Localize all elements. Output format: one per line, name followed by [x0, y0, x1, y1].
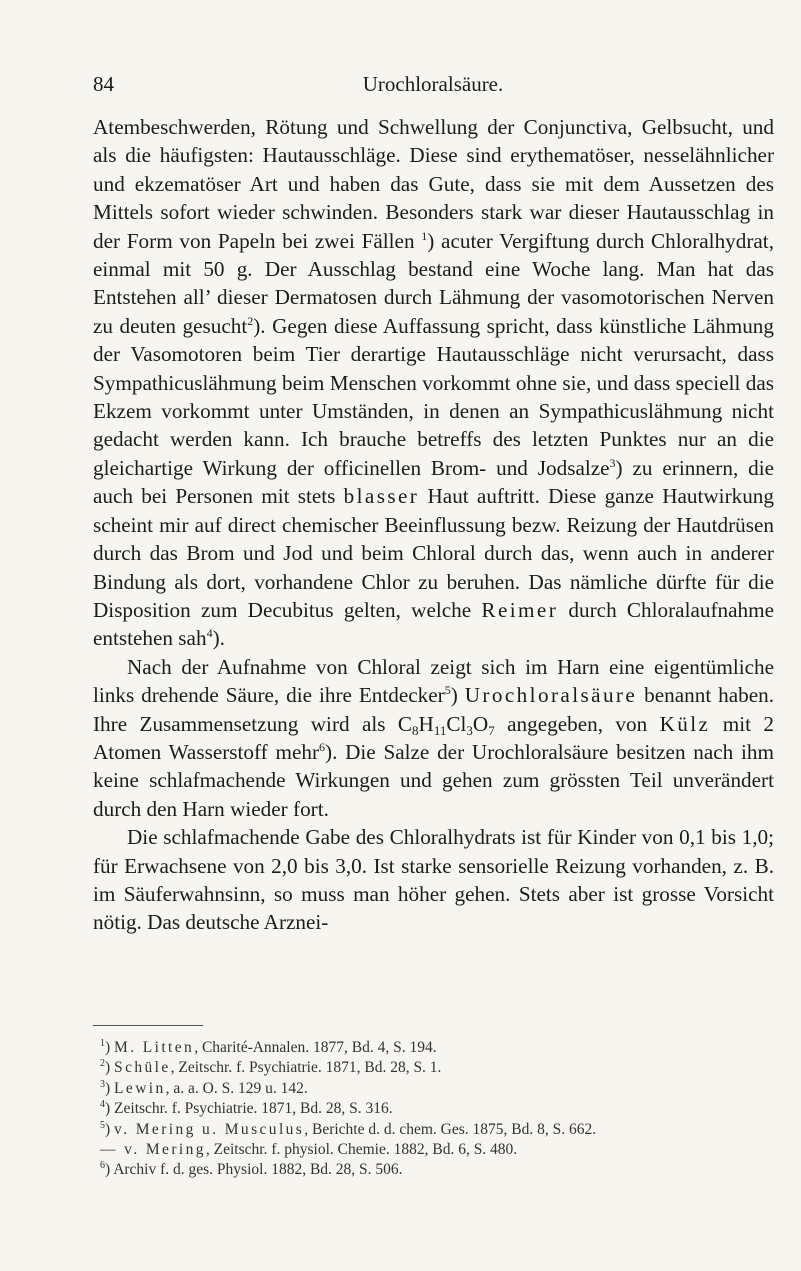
text-run: ). Die Salze der Urochloralsäure besitzen nach ihm keine schlafmachende Wirkungen und gehen zum grössten Teil unverändert durch den Harn wieder fort. — [93, 739, 774, 821]
text-run: ). — [212, 626, 225, 651]
footnote-ref: 3 — [609, 455, 616, 470]
footnote-author: Schüle — [114, 1059, 171, 1077]
footnote-mark: 1 — [100, 1038, 105, 1049]
footnote-author: M. Litten — [114, 1039, 195, 1056]
footnote-text: , Charité-Annalen. 1877, Bd. 4, S. 194. — [194, 1039, 437, 1056]
paragraph — [93, 113, 774, 653]
footnote-ref: 6 — [319, 739, 326, 754]
spaced-author-name: Reimer — [481, 597, 559, 622]
footnote-author: — v. Mering — [100, 1141, 206, 1159]
running-title: Urochloralsäure. — [362, 72, 504, 96]
text-run: ) acuter Vergiftung durch Chloralhydrat, einmal mit 50 g. Der Ausschlag bestand eine Woche lang. Man hat das Entstehen all’ dieser Dermatosen durch Lähmung der vasomotorischen Nerven zu deuten gesucht — [93, 228, 774, 338]
footnote-text: Archiv f. d. ges. Physiol. 1882, Bd. 28, S. 506. — [113, 1161, 403, 1179]
footnotes — [100, 1038, 780, 1181]
formula-subscript: 11 — [433, 722, 447, 738]
footnote: $^6$) Archiv f. d. ges. Physiol. 1882, Bd. 28, S. 506. — [100, 1160, 403, 1179]
page-number: 84 — [93, 72, 114, 96]
spaced-emphasis: Urochloralsäure — [464, 683, 638, 708]
footnote-author: v. Mering u. Musculus — [114, 1120, 305, 1138]
spaced-author-name: Külz — [659, 711, 711, 736]
text-run: O — [472, 711, 489, 736]
text-run: benannt haben. Ihre Zusammensetzung wird als C — [93, 683, 775, 736]
text-run: ) zu erinnern, die auch bei Personen mit stets — [93, 455, 774, 509]
text-run: H — [418, 711, 434, 736]
text-run: Nach der Aufnahme von Chloral zeigt sich im Harn eine eigentümliche links drehende Säure, die ihre Entdecker — [93, 654, 774, 708]
footnote-divider — [93, 1025, 203, 1026]
main-text — [93, 113, 774, 937]
spaced-emphasis: blasser — [343, 484, 420, 509]
footnote-text: Zeitschr. f. Psychiatrie. 1871, Bd. 28, S. 316. — [114, 1100, 393, 1118]
text-run: mit 2 Atomen Wasserstoff mehr — [93, 711, 775, 764]
footnote-text: , a. a. O. S. 129 u. 142. — [165, 1079, 308, 1097]
footnote-ref: 1 — [421, 228, 428, 243]
text-run: ). Gegen diese Auffassung spricht, dass künstliche Lähmung der Vasomotoren beim Tier derartige Hautausschläge nicht verursacht, dass Sympathicuslähmung beim Menschen vorkommt ohne sie, und dass speciell das Ekzem vorkommt unter Umständen, in denen an Sympathicuslähmung nicht gedacht werden kann. Ich brauche betreffs des letzten Punktes nur an die gleichartige Wirkung der officinellen Brom- und Jodsalze — [93, 313, 774, 480]
text-run: Atembeschwerden, Rötung und Schwellung der Conjunctiva, Gelbsucht, und als die häufigsten: Hautausschläge. Diese sind erythematöser, nesselähnlicher und ekzematöser Art und haben das Gute, dass sie mit dem Aussetzen des Mittels sofort wieder schwinden. Besonders stark war dieser Hautausschlag in der Form von Papeln bei zwei Fällen — [93, 115, 774, 253]
text-run: ) — [450, 683, 458, 708]
footnote-mark: 2 — [100, 1058, 105, 1070]
footnote-author: Lewin — [114, 1079, 166, 1097]
footnote: $^3$) Lewin, a. a. O. S. 129 u. 142. — [100, 1078, 308, 1097]
text-run: Haut auftritt. Diese ganze Hautwirkung scheint mir auf direct chemischer Beeinflussung bezw. Reizung der Hautdrüsen durch das Brom und Jod und beim Chloral durch das, wenn auch in anderer Bindung als dort, vorhandene Chlor zu beruhen. Das nämliche dürfte für die Disposition zum Decubitus gelten, welche — [93, 484, 774, 622]
text-run: Die schlafmachende Gabe des Chloralhydrats ist für Kinder von 0,1 bis 1,0; für Erwachsene von 2,0 bis 3,0. Ist starke sensorielle Reizung vorhanden, z. B. im Säuferwahnsinn, so muss man höher gehen. Stets aber ist grosse Vorsicht nötig. Das deutsche Arznei- — [93, 825, 774, 935]
footnote: $^4$) Zeitschr. f. Psychiatrie. 1871, Bd. 28, S. 316. — [100, 1099, 393, 1118]
footnote-ref: 2 — [247, 313, 254, 328]
footnote-mark: 5 — [100, 1119, 105, 1131]
page-header — [93, 72, 773, 102]
footnote-ref: 4 — [206, 626, 213, 641]
paragraph — [93, 653, 774, 823]
paragraph — [93, 823, 774, 937]
footnote-ref: 5 — [444, 683, 451, 698]
footnote: $^2$) Schüle, Zeitschr. f. Psychiatrie. 1871, Bd. 28, S. 1. — [100, 1058, 442, 1077]
footnote: $^5$) v. Mering u. Musculus, Berichte d. d. chem. Ges. 1875, Bd. 8, S. 662. — [100, 1119, 597, 1138]
formula-subscript: 8 — [412, 722, 419, 738]
footnote-text: , Zeitschr. f. physiol. Chemie. 1882, Bd. 6, S. 480. — [205, 1141, 518, 1159]
text-run: durch Chloralaufnahme entstehen sah — [93, 597, 774, 651]
text-run: angegeben, von — [507, 711, 648, 736]
footnote-mark: 4 — [100, 1099, 105, 1111]
formula-subscript: 7 — [488, 722, 495, 738]
footnote-continuation — [100, 1140, 780, 1160]
footnote-mark: 3 — [100, 1078, 105, 1090]
footnote-mark: 6 — [100, 1160, 105, 1172]
text-run: Cl — [446, 711, 467, 736]
footnote-text: , Berichte d. d. chem. Ges. 1875, Bd. 8, S. 662. — [304, 1120, 597, 1138]
footnote-text: , Zeitschr. f. Psychiatrie. 1871, Bd. 28, S. 1. — [170, 1059, 442, 1077]
formula-subscript: 3 — [466, 722, 473, 738]
footnote: $^1$) M. Litten, Charité-Annalen. 1877, Bd. 4, S. 194. — [100, 1038, 437, 1056]
